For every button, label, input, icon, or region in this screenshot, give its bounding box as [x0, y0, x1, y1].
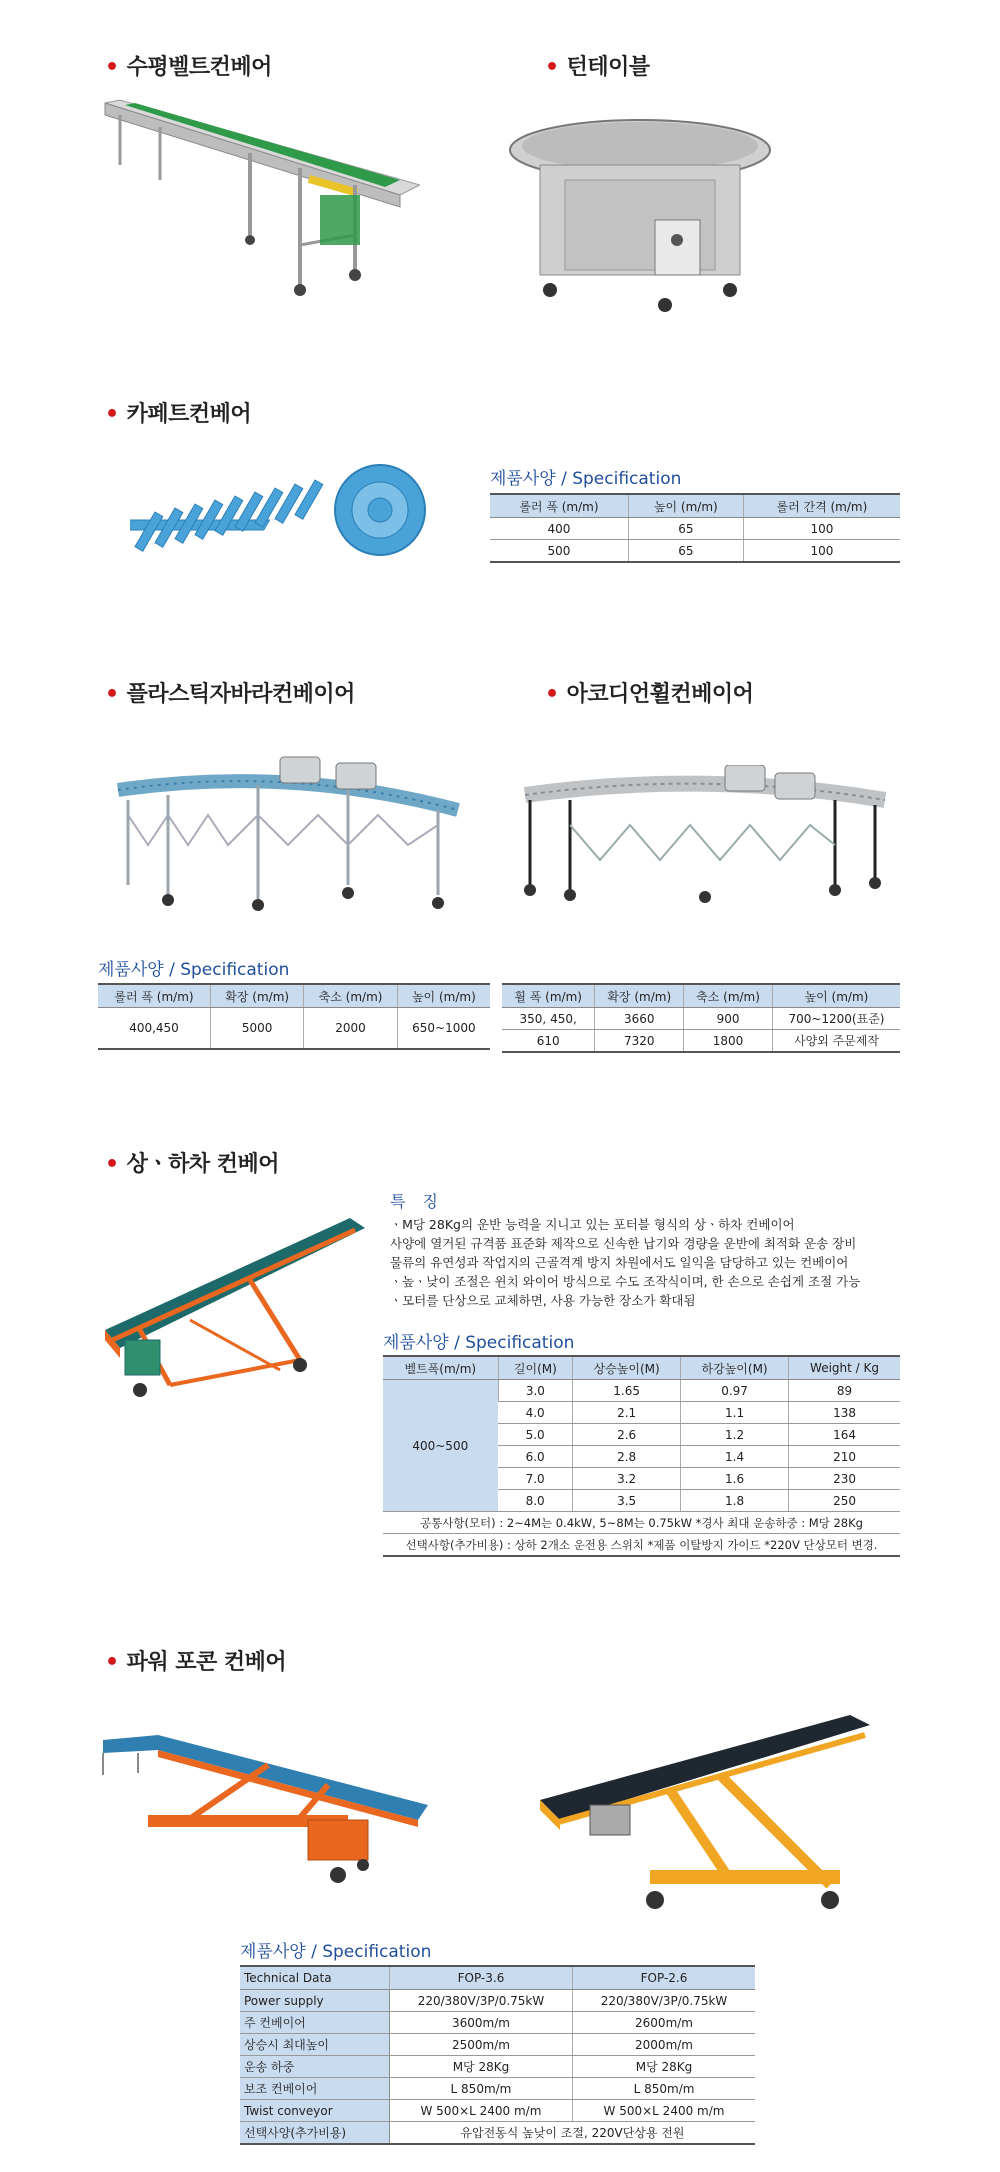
table-row: 7.0 3.2 1.6 230	[383, 1468, 900, 1490]
table-row: Power supply 220/380V/3P/0.75kW 220/380V/3P/0.75kW	[240, 1990, 755, 2012]
title-turntable: • 턴테이블	[545, 55, 650, 80]
table-row: 보조 컨베이어 L 850m/m L 850m/m	[240, 2078, 755, 2100]
title-power-conveyor: • 파워 포콘 컨베어	[105, 1650, 287, 1675]
feature-line: ㆍ높ㆍ낮이 조절은 윈치 와이어 방식으로 수도 조작식이며, 한 손으로 손쉽게 조절 가능	[390, 1274, 861, 1289]
table-row: 8.0 3.5 1.8 250	[383, 1490, 900, 1512]
feature-line: ㆍ모터를 단상으로 교체하면, 사용 가능한 장소가 확대됨	[390, 1293, 696, 1308]
carpet-spec-table	[490, 493, 900, 563]
plastic-col-height: 높이 (m/m)	[397, 984, 490, 1008]
table-row	[383, 1534, 900, 1557]
accordion-col-height: 높이 (m/m)	[772, 984, 900, 1008]
table-row: 500 65 100	[490, 540, 900, 563]
feature-line: 물류의 유연성과 작업지의 근골격계 방지 차원에서도 일익을 담당하고 있는 컨베이어	[390, 1255, 849, 1270]
title-belt-conveyor: • 수평벨트컨베어	[105, 55, 272, 80]
plastic-spec-table	[98, 983, 490, 1050]
loading-col-length: 길이(M)	[498, 1356, 573, 1380]
power-col-fop26: FOP-2.6	[573, 1966, 755, 1990]
feature-line: 사양에 열거된 규격품 표준화 제작으로 신속한 납기와 경량을 운반에 최적화 운송 장비	[390, 1236, 857, 1251]
power-spec-table	[240, 1965, 755, 2145]
turntable-image	[505, 110, 775, 320]
power-spec-label: 제품사양 / Specification	[240, 1942, 432, 1962]
power-col-technical: Technical Data	[240, 1966, 389, 1990]
title-carpet-conveyor: • 카페트컨베어	[105, 402, 252, 427]
loading-col-belt-width: 벨트폭(m/m)	[383, 1356, 498, 1380]
loading-col-rise: 상승높이(M)	[573, 1356, 681, 1380]
carpet-col-height: 높이 (m/m)	[628, 494, 743, 518]
accordion-col-shrink: 축소 (m/m)	[684, 984, 773, 1008]
title-plastic-conveyor: • 플라스틱자바라컨베이어	[105, 682, 355, 707]
power-col-fop36: FOP-3.6	[389, 1966, 572, 1990]
table-row: 400~500 3.0 1.65 0.97 89	[383, 1380, 900, 1402]
loading-spec-table	[383, 1355, 900, 1557]
loading-conveyor-image	[100, 1210, 370, 1410]
table-row: 상승시 최대높이 2500m/m 2000m/m	[240, 2034, 755, 2056]
table-row: 400,450 5000 2000 650~1000	[98, 1008, 490, 1050]
power-conveyor-image-left	[98, 1725, 438, 1895]
table-row: 선택사양(추가비용) 유압전동식 높낮이 조절, 220V단상용 전원	[240, 2122, 755, 2145]
table-row: 5.0 2.6 1.2 164	[383, 1424, 900, 1446]
features-heading: 특 징	[390, 1192, 444, 1211]
title-loading-conveyor: • 상ㆍ하차 컨베어	[105, 1152, 279, 1177]
belt-width-cell: 400~500	[383, 1380, 498, 1512]
feature-line: ㆍM당 28Kg의 운반 능력을 지니고 있는 포터블 형식의 상ㆍ하차 컨베이어	[390, 1217, 795, 1232]
table-row: 운송 하중 M당 28Kg M당 28Kg	[240, 2056, 755, 2078]
table-row	[383, 1512, 900, 1534]
plastic-col-roller-width: 롤러 폭 (m/m)	[98, 984, 211, 1008]
loading-spec-label: 제품사양 / Specification	[383, 1333, 575, 1353]
loading-col-weight: Weight / Kg	[789, 1356, 900, 1380]
belt-conveyor-image	[100, 95, 420, 305]
accordion-col-wheel-width: 휠 폭 (m/m)	[502, 984, 595, 1008]
plastic-col-shrink: 축소 (m/m)	[304, 984, 397, 1008]
carpet-conveyor-image	[130, 450, 440, 590]
carpet-col-roller-width: 롤러 폭 (m/m)	[490, 494, 628, 518]
plastic-col-extend: 확장 (m/m)	[211, 984, 304, 1008]
option-note: 선택사항(추가비용) : 상하 2개소 운전용 스위치 *제품 이탈방지 가이드 *220V 단상모터 변경.	[383, 1534, 900, 1557]
carpet-col-spacing: 롤러 간격 (m/m)	[743, 494, 900, 518]
table-row: 4.0 2.1 1.1 138	[383, 1402, 900, 1424]
table-row: 6.0 2.8 1.4 210	[383, 1446, 900, 1468]
table-row: Twist conveyor W 500×L 2400 m/m W 500×L 2400 m/m	[240, 2100, 755, 2122]
title-accordion-conveyor: • 아코디언휠컨베이어	[545, 682, 754, 707]
table-row: 400 65 100	[490, 518, 900, 540]
table-row: 주 컨베이어 3600m/m 2600m/m	[240, 2012, 755, 2034]
power-conveyor-image-right	[530, 1705, 875, 1920]
features-block	[390, 1192, 860, 1310]
accordion-spec-table	[502, 983, 900, 1053]
plastic-spec-label: 제품사양 / Specification	[98, 960, 290, 980]
plastic-conveyor-image	[108, 755, 468, 920]
loading-col-fall: 하강높이(M)	[681, 1356, 789, 1380]
accordion-conveyor-image	[515, 765, 895, 915]
accordion-col-extend: 확장 (m/m)	[595, 984, 684, 1008]
table-row: 350, 450, 3660 900 700~1200(표준)	[502, 1008, 900, 1030]
table-row: 610 7320 1800 사양외 주문제작	[502, 1030, 900, 1053]
carpet-spec-label: 제품사양 / Specification	[490, 469, 682, 489]
common-note: 공통사항(모터) : 2~4M는 0.4kW, 5~8M는 0.75kW *경사 최대 운송하중 : M당 28Kg	[383, 1512, 900, 1534]
